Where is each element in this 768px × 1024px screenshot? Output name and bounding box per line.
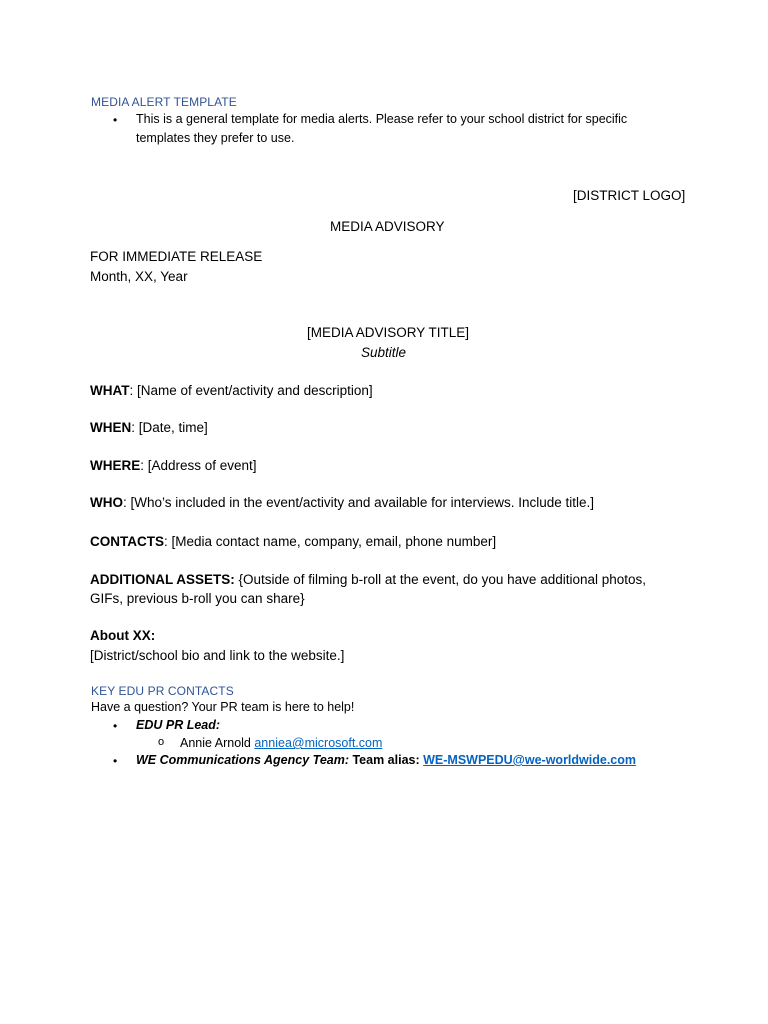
field-who-label: WHO (90, 495, 123, 510)
field-assets (90, 572, 646, 587)
field-contacts-value: : [Media contact name, company, email, phone number] (164, 534, 497, 549)
field-assets-value-line2: GIFs, previous b-roll you can share} (90, 591, 305, 606)
field-contacts-label: CONTACTS (90, 534, 164, 549)
advisory-title: [MEDIA ADVISORY TITLE] (307, 325, 470, 340)
template-note-line2: templates they prefer to use. (136, 131, 295, 145)
circle-bullet-icon: o (158, 736, 165, 748)
field-what-value: : [Name of event/activity and description] (129, 383, 373, 398)
field-what-label: WHAT (90, 383, 130, 398)
bullet-dot-icon: • (113, 719, 118, 733)
field-assets-label: ADDITIONAL ASSETS: (90, 572, 235, 587)
lead-name: Annie Arnold (180, 736, 255, 750)
field-where-label: WHERE (90, 458, 141, 473)
field-where-value: : [Address of event] (140, 458, 257, 473)
agency-contact (136, 751, 636, 770)
field-when (90, 420, 208, 435)
advisory-subtitle: Subtitle (361, 345, 407, 360)
release-date: Month, XX, Year (90, 269, 188, 284)
field-when-value: : [Date, time] (131, 420, 208, 435)
release-label: FOR IMMEDIATE RELEASE (90, 249, 263, 264)
about-label: About XX: (90, 628, 156, 643)
section-title-media-alert: MEDIA ALERT TEMPLATE (91, 95, 237, 109)
lead-label: EDU PR Lead: (136, 718, 221, 732)
section-title-contacts: KEY EDU PR CONTACTS (91, 684, 234, 698)
agency-alias-label: Team alias: (349, 753, 424, 767)
lead-email-link[interactable]: anniea@microsoft.com (254, 736, 383, 750)
bullet-dot-icon: • (113, 113, 118, 127)
field-contacts (90, 534, 496, 549)
field-who-value: : [Who’s included in the event/activity and available for interviews. Include title.] (123, 495, 594, 510)
advisory-heading: MEDIA ADVISORY (330, 219, 445, 234)
about-value: [District/school bio and link to the website.] (90, 648, 345, 663)
field-when-label: WHEN (90, 420, 132, 435)
field-what (90, 383, 373, 398)
agency-label: WE Communications Agency Team: (136, 753, 349, 767)
contacts-intro: Have a question? Your PR team is here to help! (91, 700, 355, 714)
agency-email-link[interactable]: WE-MSWPEDU@we-worldwide.com (423, 753, 636, 767)
bullet-dot-icon: • (113, 754, 118, 768)
district-logo-placeholder: [DISTRICT LOGO] (573, 188, 686, 203)
field-assets-value-line1: {Outside of filming b-roll at the event, do you have additional photos, (234, 572, 647, 587)
field-who (90, 495, 594, 510)
template-note-line1: This is a general template for media alerts. Please refer to your school district for specific (136, 112, 628, 126)
field-where (90, 458, 257, 473)
